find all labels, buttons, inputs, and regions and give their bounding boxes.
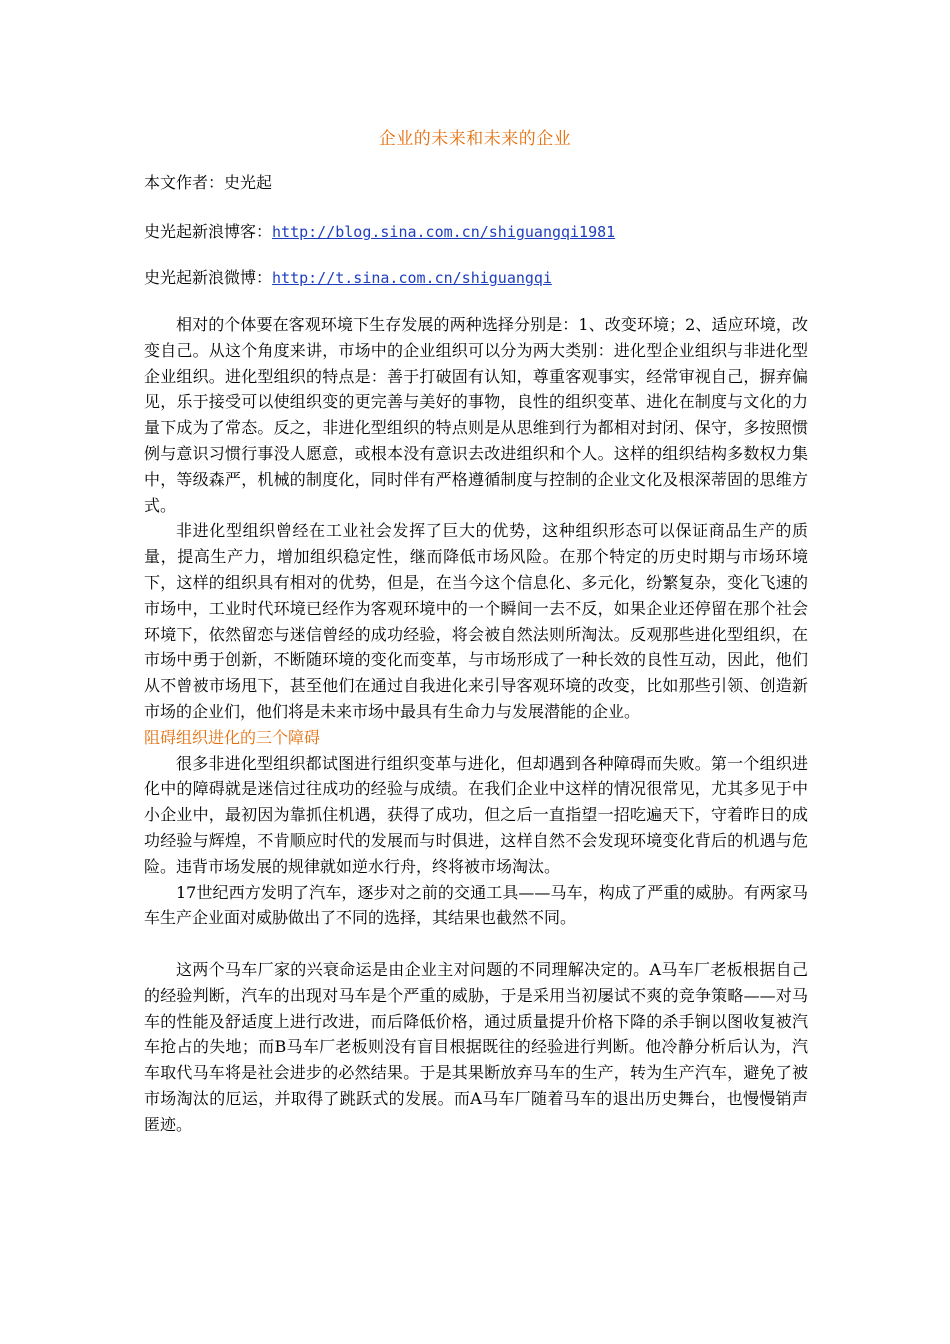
weibo-line (144, 267, 552, 289)
blog-label: 史光起新浪博客： (144, 222, 273, 241)
paragraph: 这两个马车厂家的兴衰命运是由企业主对问题的不同理解决定的。A马车厂老板根据自己的经验判断，汽车的出现对马车是个严重的威胁，于是采用当初屡试不爽的竞争策略——对马车的性能及舒适度上进行改进，而后降低价格，通过质量提升价格下降的杀手锏以图收复被汽车抢占的失地；而B马车厂老板则没有盲目根据既往的经验进行判断。他冷静分析后认为，汽车取代马车将是社会进步的必然结果。于是其果断放弃马车的生产，转为生产汽车，避免了被市场淘汰的厄运，并取得了跳跃式的发展。而A马车厂随着马车的退出历史舞台，也慢慢销声匿迹。 (144, 959, 808, 1134)
paragraph: 非进化型组织曾经在工业社会发挥了巨大的优势，这种组织形态可以保证商品生产的质量，提高生产力，增加组织稳定性，继而降低市场风险。在那个特定的历史时期与市场环境下，这样的组织具有相对的优势，但是，在当今这个信息化、多元化，纷繁复杂，变化飞速的市场中，工业时代环境已经作为客观环境中的一个瞬间一去不反，如果企业还停留在那个社会环境下，依然留恋与迷信曾经的成功经验，将会被自然法则所淘汰。反观那些进化型组织，在市场中勇于创新，不断随环境的变化而变革，与市场形成了一种长效的良性互动，因此，他们从不曾被市场甩下，甚至他们在通过自我进化来引导客观环境的改变，比如那些引领、创造新市场的企业们，他们将是未来市场中最具有生命力与发展潜能的企业。 (144, 521, 808, 721)
weibo-label: 史光起新浪微博： (144, 268, 273, 287)
document-title: 企业的未来和未来的企业 (378, 129, 572, 149)
paragraph: 相对的个体要在客观环境下生存发展的两种选择分别是：1、改变环境；2、适应环境，改变自己。从这个角度来讲，市场中的企业组织可以分为两大类别：进化型企业组织与非进化型企业组织。进化型组织的特点是：善于打破固有认知，尊重客观事实，经常审视自己，摒弃偏见，乐于接受可以使组织变的更完善与美好的事物，良性的组织变革、进化在制度与文化的力量下成为了常态。反之，非进化型组织的特点则是从思维到行为都相对封闭、保守，多按照惯例与意识习惯行事没人愿意，或根本没有意识去改进组织和个人。这样的组织结构多数权力集中，等级森严，机械的制度化，同时伴有严格遵循制度与控制的企业文化及根深蒂固的思维方式。 (144, 315, 808, 515)
blog-link[interactable]: http://blog.sina.com.cn/shiguangqi1981 (272, 223, 616, 241)
paragraph: 17世纪西方发明了汽车，逐步对之前的交通工具——马车，构成了严重的威胁。有两家马车生产企业面对威胁做出了不同的选择，其结果也截然不同。 (144, 882, 808, 928)
weibo-link[interactable]: http://t.sina.com.cn/shiguangqi (272, 269, 552, 287)
blog-line (144, 221, 615, 243)
paragraph: 很多非进化型组织都试图进行组织变革与进化，但却遇到各种障碍而失败。第一个组织进化中的障碍就是迷信过往成功的经验与成绩。在我们企业中这样的情况很常见，尤其多见于中小企业中，最初因为靠抓住机遇，获得了成功，但之后一直指望一招吃遍天下，守着昨日的成功经验与辉煌，不肯顺应时代的发展而与时俱进，这样自然不会发现环境变化背后的机遇与危险。违背市场发展的规律就如逆水行舟，终将被市场淘汰。 (144, 753, 808, 876)
author-line: 本文作者：史光起 (144, 173, 273, 192)
article-body (144, 312, 808, 1138)
blank-line (144, 931, 808, 957)
section-heading: 阻碍组织进化的三个障碍 (144, 727, 321, 747)
